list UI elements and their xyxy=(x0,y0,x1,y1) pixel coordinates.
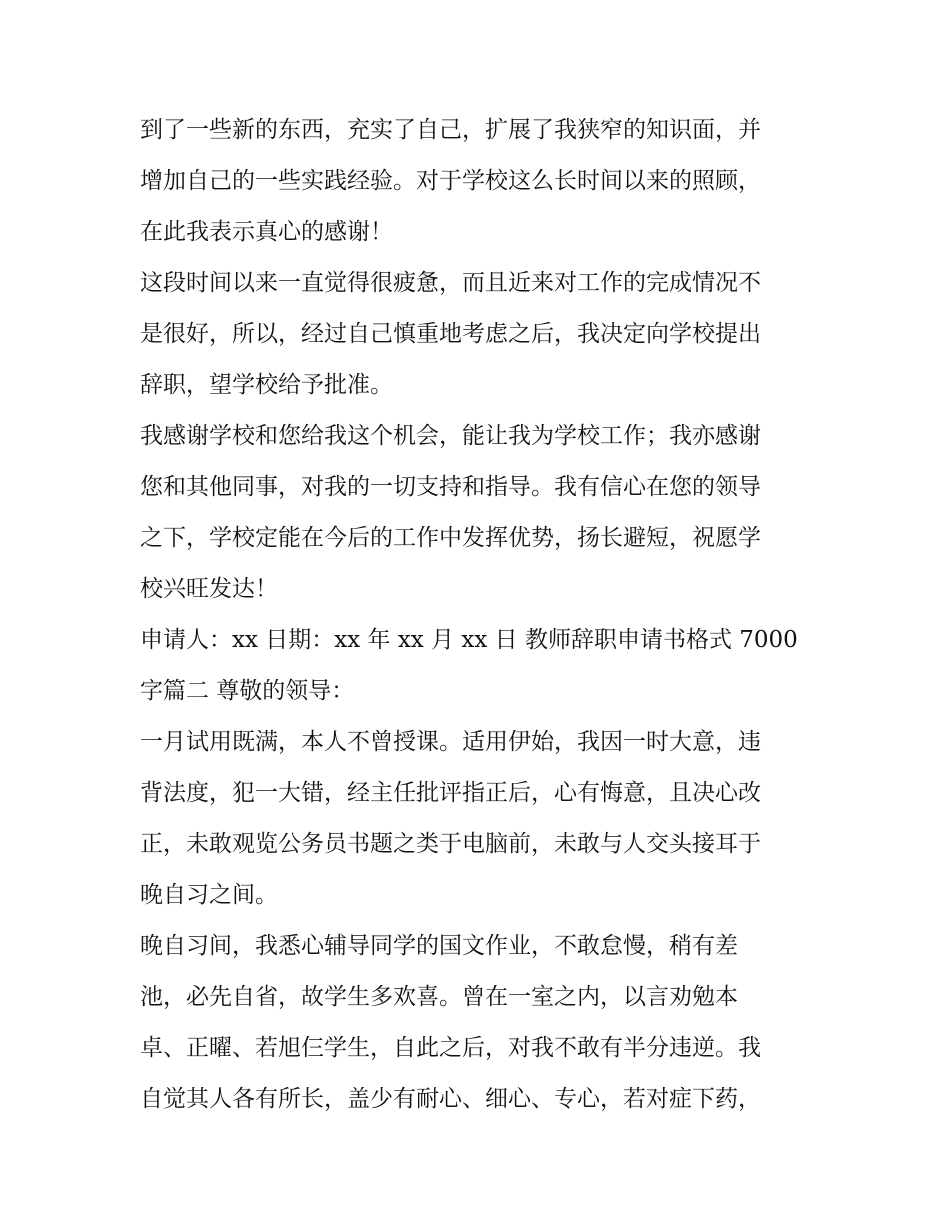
text-line: 是很好，所以，经过自己慎重地考虑之后，我决定向学校提出 xyxy=(140,321,761,347)
text-line: 卓、正曜、若旭仨学生，自此之后，对我不敢有半分违逆。我 xyxy=(140,1035,761,1061)
text-line: 正，未敢观览公务员书题之类于电脑前，未敢与人交头接耳于 xyxy=(140,831,761,857)
text-line: 我感谢学校和您给我这个机会，能让我为学校工作；我亦感谢 xyxy=(140,423,761,449)
text-line: 字篇二 尊敬的领导： xyxy=(140,678,355,704)
text-line: 一月试用既满，本人不曾授课。适用伊始，我因一时大意，违 xyxy=(140,729,761,755)
text-line: 申请人：xx 日期：xx 年 xx 月 xx 日 教师辞职申请书格式 7000 xyxy=(140,627,798,653)
text-line: 晚自习间，我悉心辅导同学的国文作业，不敢怠慢，稍有差 xyxy=(140,933,738,959)
text-line: 辞职，望学校给予批准。 xyxy=(140,372,393,398)
text-line: 这段时间以来一直觉得很疲惫，而且近来对工作的完成情况不 xyxy=(140,270,761,296)
text-line: 晚自习之间。 xyxy=(140,882,278,908)
text-line: 校兴旺发达！ xyxy=(140,576,278,602)
text-line: 增加自己的一些实践经验。对于学校这么长时间以来的照顾， xyxy=(140,168,761,194)
text-line: 之下，学校定能在今后的工作中发挥优势，扬长避短，祝愿学 xyxy=(140,525,761,551)
text-line: 您和其他同事，对我的一切支持和指导。我有信心在您的领导 xyxy=(140,474,761,500)
text-line: 池，必先自省，故学生多欢喜。曾在一室之内，以言劝勉本 xyxy=(140,984,738,1010)
document-body xyxy=(140,105,820,1125)
text-line: 自觉其人各有所长，盖少有耐心、细心、专心，若对症下药， xyxy=(140,1086,761,1112)
text-line: 背法度，犯一大错，经主任批评指正后，心有悔意，且决心改 xyxy=(140,780,761,806)
text-line: 在此我表示真心的感谢！ xyxy=(140,219,393,245)
text-line: 到了一些新的东西，充实了自己，扩展了我狭窄的知识面，并 xyxy=(140,117,761,143)
